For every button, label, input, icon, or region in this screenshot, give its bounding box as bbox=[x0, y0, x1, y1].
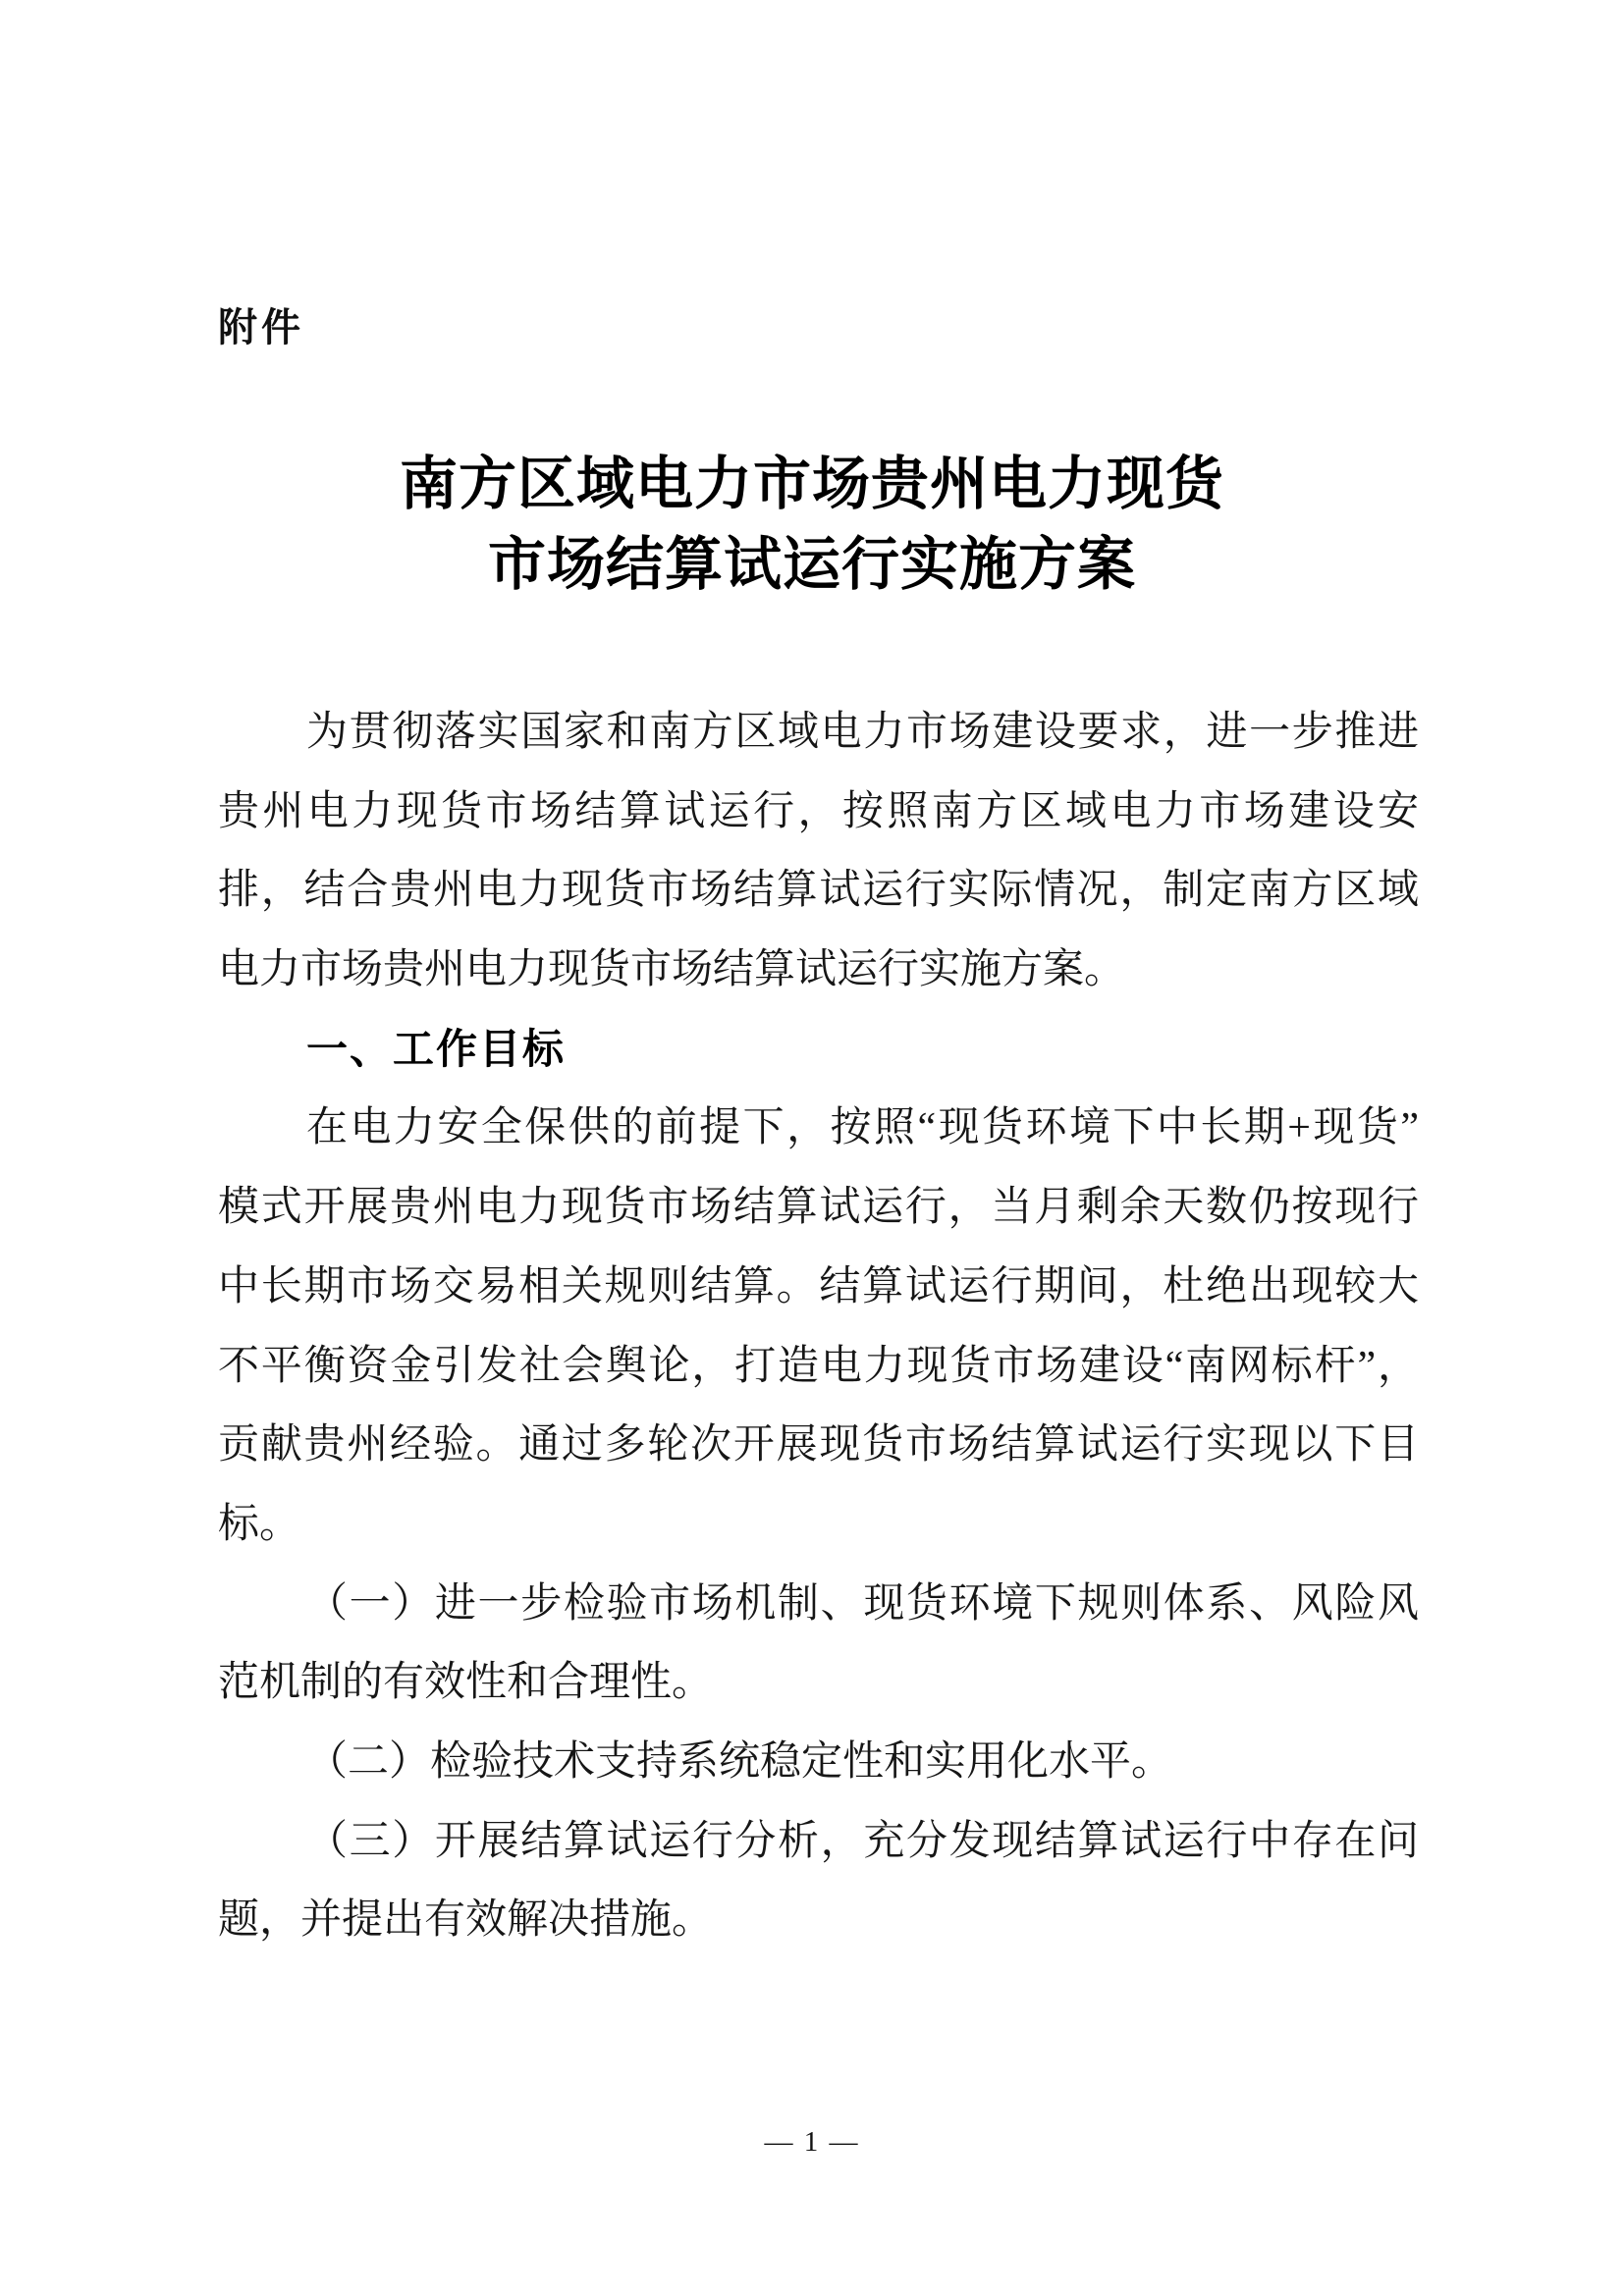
paragraph-1-line: 为贯彻落实国家和南方区域电力市场建设要求，进一步推进 bbox=[306, 710, 1419, 755]
list-item-2-line: （二）检验技术支持系统稳定性和实用化水平。 bbox=[306, 1738, 1173, 1785]
paragraph-2-line: 在电力安全保供的前提下，按照“现货环境下中长期+现货” bbox=[306, 1105, 1419, 1151]
paragraph-1-line: 排，结合贵州电力现货市场结算试运行实际情况，制定南方区域 bbox=[218, 868, 1419, 914]
paragraph-1-line: 贵州电力现货市场结算试运行，按照南方区域电力市场建设安 bbox=[218, 788, 1419, 834]
list-item-3-line: （三）开展结算试运行分析，充分发现结算试运行中存在问 bbox=[306, 1818, 1419, 1864]
list-item-3-line: 题，并提出有效解决措施。 bbox=[218, 1897, 714, 1944]
page-number: — 1 — bbox=[764, 2126, 860, 2158]
paragraph-2-line: 标。 bbox=[218, 1501, 301, 1547]
paragraph-2-line: 模式开展贵州电力现货市场结算试运行，当月剩余天数仍按现行 bbox=[218, 1185, 1419, 1231]
paragraph-1-line: 电力市场贵州电力现货市场结算试运行实施方案。 bbox=[218, 947, 1126, 993]
list-item-1-line: 范机制的有效性和合理性。 bbox=[218, 1660, 714, 1706]
paragraph-2-line: 不平衡资金引发社会舆论，打造电力现货市场建设“南网标杆”， bbox=[218, 1343, 1419, 1389]
paragraph-2-line: 贡献贵州经验。通过多轮次开展现货市场结算试运行实现以下目 bbox=[218, 1422, 1419, 1468]
paragraph-2-line: 中长期市场交易相关规则结算。结算试运行期间，杜绝出现较大 bbox=[218, 1263, 1419, 1309]
document-title bbox=[0, 444, 1624, 605]
document-body bbox=[218, 693, 1419, 1960]
section-heading-work-goals: 一、工作目标 bbox=[306, 1025, 567, 1072]
list-item-1-line: （一）进一步检验市场机制、现货环境下规则体系、风险风 bbox=[306, 1580, 1419, 1627]
attachment-label: 附件 bbox=[218, 306, 304, 349]
title-line-1: 南方区域电力市场贵州电力现货 bbox=[399, 452, 1224, 516]
title-line-2: 市场结算试运行实施方案 bbox=[487, 532, 1136, 597]
